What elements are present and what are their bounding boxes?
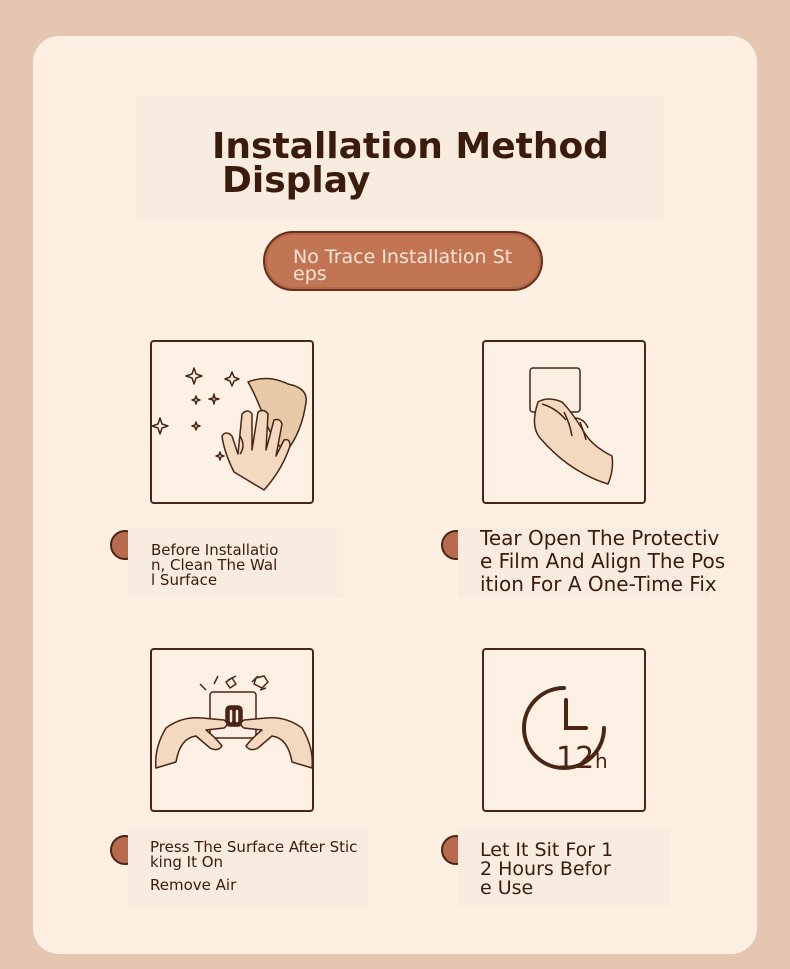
step-4-caption: Let It Sit For 12 Hours Before Use xyxy=(480,839,614,899)
step-2-illustration xyxy=(482,340,646,504)
step-1-caption: Before Installation, Clean The Wall Surface xyxy=(151,541,279,589)
step-3-illustration xyxy=(150,648,314,812)
page-title-line2: Display xyxy=(222,160,371,201)
step-2-caption: Tear Open The Protective Film And Align The Position For A One-Time Fix xyxy=(480,526,726,596)
press-hands-icon xyxy=(152,650,316,814)
step-3-caption-extra: Remove Air xyxy=(150,876,237,894)
page-title xyxy=(212,126,609,201)
peel-film-hand-icon xyxy=(484,342,648,506)
cleaning-hand-icon xyxy=(152,342,316,506)
clock-unit: h xyxy=(595,749,608,773)
step-4-illustration xyxy=(482,648,646,812)
steps-banner-label: No Trace Installation Steps xyxy=(293,246,513,285)
clock-label: 12 xyxy=(556,741,595,776)
clock-12h-icon xyxy=(484,650,648,814)
step-3-caption: Press The Surface After Sticking It On xyxy=(150,838,358,871)
page-title-line1: Installation Method xyxy=(212,126,609,167)
step-1-illustration xyxy=(150,340,314,504)
